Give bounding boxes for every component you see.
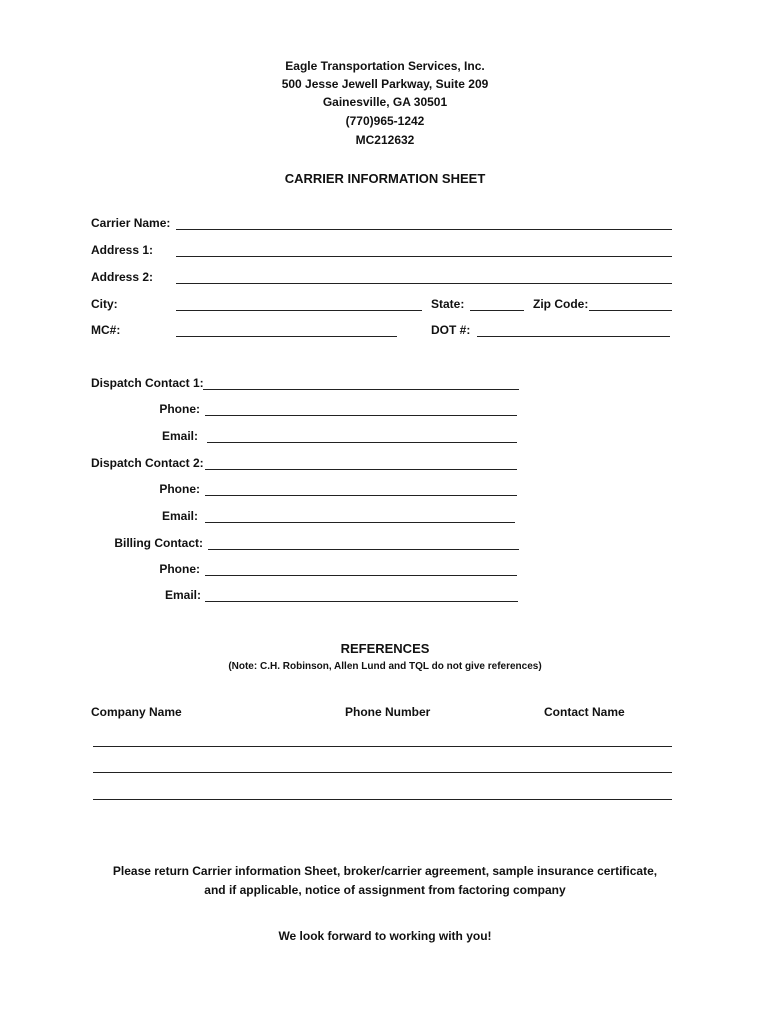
carrier-name-label: Carrier Name: xyxy=(91,216,171,230)
state-label: State: xyxy=(431,297,465,311)
page-title: CARRIER INFORMATION SHEET xyxy=(284,171,486,186)
zip-field[interactable] xyxy=(589,310,672,311)
company-street-address: 500 Jesse Jewell Parkway, Suite 209 xyxy=(281,77,489,91)
column-contact-name: Contact Name xyxy=(544,705,625,719)
company-phone: (770)965-1242 xyxy=(345,114,425,128)
dispatch-1-phone-field[interactable] xyxy=(205,415,517,416)
billing-phone-field[interactable] xyxy=(205,575,517,576)
dispatch-1-email-field[interactable] xyxy=(207,442,517,443)
dispatch-contact-2-field[interactable] xyxy=(205,469,517,470)
dot-field[interactable] xyxy=(477,336,670,337)
column-phone-number: Phone Number xyxy=(345,705,431,719)
dispatch-1-email-label: Email: xyxy=(161,429,198,443)
dispatch-1-phone-label: Phone: xyxy=(159,402,200,416)
company-mc-number: MC212632 xyxy=(355,133,415,147)
reference-row-3-field[interactable] xyxy=(93,799,672,800)
reference-row-2-field[interactable] xyxy=(93,772,672,773)
closing-message: We look forward to working with you! xyxy=(278,929,492,943)
dot-label: DOT #: xyxy=(431,323,471,337)
address1-field[interactable] xyxy=(176,256,672,257)
address2-label: Address 2: xyxy=(91,270,154,284)
company-city-address: Gainesville, GA 30501 xyxy=(322,95,448,109)
dispatch-2-phone-label: Phone: xyxy=(159,482,200,496)
city-field[interactable] xyxy=(176,310,422,311)
billing-contact-field[interactable] xyxy=(208,549,519,550)
company-name: Eagle Transportation Services, Inc. xyxy=(285,59,485,73)
mc-label: MC#: xyxy=(91,323,121,337)
billing-contact-label: Billing Contact: xyxy=(114,536,203,550)
city-label: City: xyxy=(91,297,118,311)
billing-email-label: Email: xyxy=(164,588,201,602)
dispatch-2-email-field[interactable] xyxy=(205,522,515,523)
reference-row-1-field[interactable] xyxy=(93,746,672,747)
mc-field[interactable] xyxy=(176,336,397,337)
address1-label: Address 1: xyxy=(91,243,154,257)
dispatch-contact-1-label: Dispatch Contact 1: xyxy=(91,376,204,390)
dispatch-contact-1-field[interactable] xyxy=(203,389,519,390)
dispatch-2-email-label: Email: xyxy=(161,509,198,523)
column-company-name: Company Name xyxy=(91,705,182,719)
return-instructions-line-1: Please return Carrier information Sheet, broker/carrier agreement, sample insurance certificate, xyxy=(112,864,658,878)
return-instructions-line-2: and if applicable, notice of assignment from factoring company xyxy=(204,883,566,897)
references-note: (Note: C.H. Robinson, Allen Lund and TQL do not give references) xyxy=(228,661,542,672)
references-heading: REFERENCES xyxy=(340,641,430,656)
zip-label: Zip Code: xyxy=(533,297,589,311)
state-field[interactable] xyxy=(470,310,524,311)
billing-phone-label: Phone: xyxy=(159,562,200,576)
billing-email-field[interactable] xyxy=(205,601,518,602)
carrier-name-field[interactable] xyxy=(176,229,672,230)
dispatch-2-phone-field[interactable] xyxy=(205,495,517,496)
dispatch-contact-2-label: Dispatch Contact 2: xyxy=(91,456,204,470)
address2-field[interactable] xyxy=(176,283,672,284)
